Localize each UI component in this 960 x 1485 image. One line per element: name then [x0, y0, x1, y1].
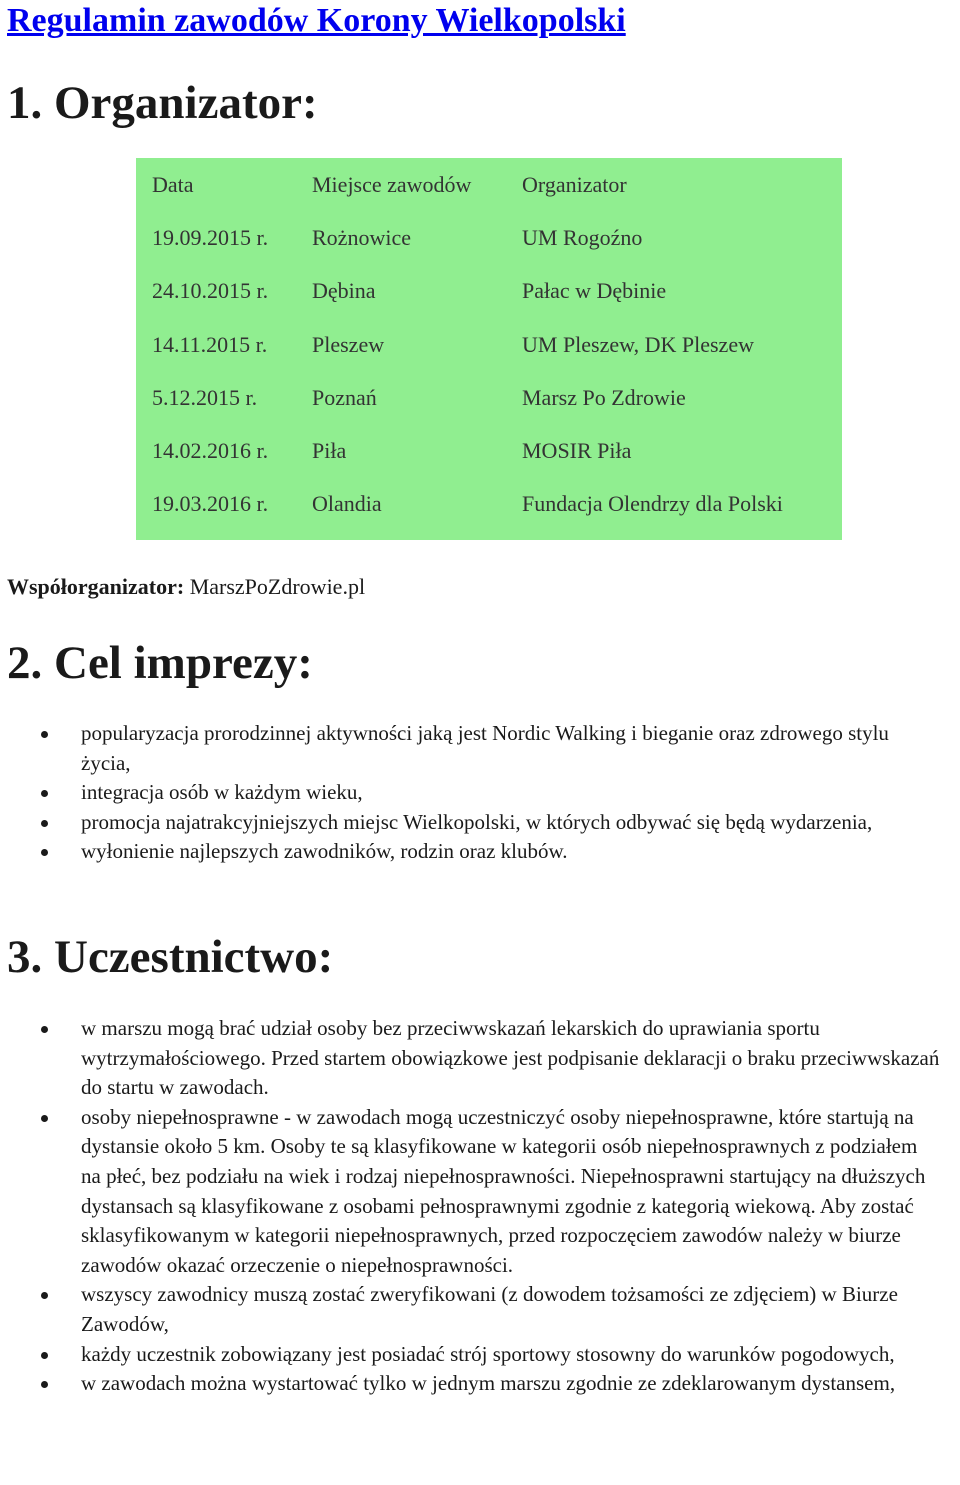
list-item: osoby niepełnosprawne - w zawodach mogą uczestniczyć osoby niepełnosprawne, które startują na dystansie około 5 km. Osoby te są klasyfikowane w kategorii osób niepełnosprawnych z podziałem na płeć, bez podziału na wiek i rodzaj niepełnosprawności. Niepełnosprawni startujący na dłuższych dystansach są klasyfikowane z osobami pełnosprawnymi zgodnie z kategorią wiekową. Aby zostać sklasyfikowanym w kategorii niepełnosprawnych, przed rozpoczęciem zawodów należy w biurze zawodów okazać orzeczenie o niepełnosprawności.	[0, 1103, 940, 1281]
table-cell-place: Piła	[312, 438, 347, 464]
table-cell-organizer: Fundacja Olendrzy dla Polski	[522, 491, 783, 517]
table-cell-organizer: Pałac w Dębinie	[522, 278, 667, 304]
table-cell-place: Olandia	[312, 491, 382, 517]
table-cell-organizer: MOSIR Piła	[522, 438, 632, 464]
table-cell-date: 14.11.2015 r.	[152, 331, 268, 357]
table-header-organizer: Organizator	[522, 171, 627, 197]
list-item: popularyzacja prorodzinnej aktywności jaką jest Nordic Walking i bieganie oraz zdrowego stylu życia,	[0, 719, 940, 778]
participation-list	[0, 1014, 940, 1399]
table-cell-place: Rożnowice	[312, 224, 411, 250]
list-item: w zawodach można wystartować tylko w jednym marszu zgodnie ze zdeklarowanym dystansem,	[0, 1369, 940, 1399]
section-heading-organizer: 1. Organizator:	[7, 77, 318, 129]
table-cell-organizer: UM Pleszew, DK Pleszew	[522, 331, 754, 357]
table-cell-place: Dębina	[312, 278, 376, 304]
table-row	[136, 265, 842, 318]
list-item: w marszu mogą brać udział osoby bez przeciwwskazań lekarskich do uprawiania sportu wytrzymałościowego. Przed startem obowiązkowe jest podpisanie deklaracji o braku przeciwwskazań do startu w zawodach.	[0, 1014, 940, 1103]
page-title-link[interactable]: Regulamin zawodów Korony Wielkopolski	[7, 2, 626, 39]
schedule-table	[136, 158, 842, 540]
list-item: promocja najatrakcyjniejszych miejsc Wielkopolski, w których odbywać się będą wydarzenia,	[0, 808, 940, 838]
goal-list	[0, 719, 940, 867]
table-cell-date: 19.03.2016 r.	[152, 491, 269, 517]
section-heading-goal: 2. Cel imprezy:	[7, 637, 313, 689]
table-row	[136, 211, 842, 264]
list-item: każdy uczestnik zobowiązany jest posiadać strój sportowy stosowny do warunków pogodowych,	[0, 1340, 940, 1370]
table-cell-date: 19.09.2015 r.	[152, 224, 269, 250]
list-item: wszyscy zawodnicy muszą zostać zweryfikowani (z dowodem tożsamości ze zdjęciem) w Biurze Zawodów,	[0, 1280, 940, 1339]
table-cell-organizer: Marsz Po Zdrowie	[522, 384, 686, 410]
table-row	[136, 371, 842, 424]
table-row	[136, 424, 842, 477]
coorganizer-line	[7, 572, 365, 602]
table-cell-date: 5.12.2015 r.	[152, 384, 258, 410]
table-cell-organizer: UM Rogoźno	[522, 224, 643, 250]
coorganizer-value: MarszPoZdrowie.pl	[184, 574, 366, 599]
table-cell-date: 14.02.2016 r.	[152, 438, 269, 464]
table-header-place: Miejsce zawodów	[312, 171, 472, 197]
table-cell-date: 24.10.2015 r.	[152, 278, 269, 304]
section-heading-participation: 3. Uczestnictwo:	[7, 931, 334, 983]
table-cell-place: Poznań	[312, 384, 377, 410]
table-header-date: Data	[152, 171, 194, 197]
table-row	[136, 478, 842, 531]
list-item: integracja osób w każdym wieku,	[0, 778, 940, 808]
table-header-row	[136, 158, 842, 211]
table-cell-place: Pleszew	[312, 331, 385, 357]
coorganizer-label: Współorganizator:	[7, 574, 185, 599]
list-item: wyłonienie najlepszych zawodników, rodzin oraz klubów.	[0, 837, 940, 867]
table-row	[136, 318, 842, 371]
